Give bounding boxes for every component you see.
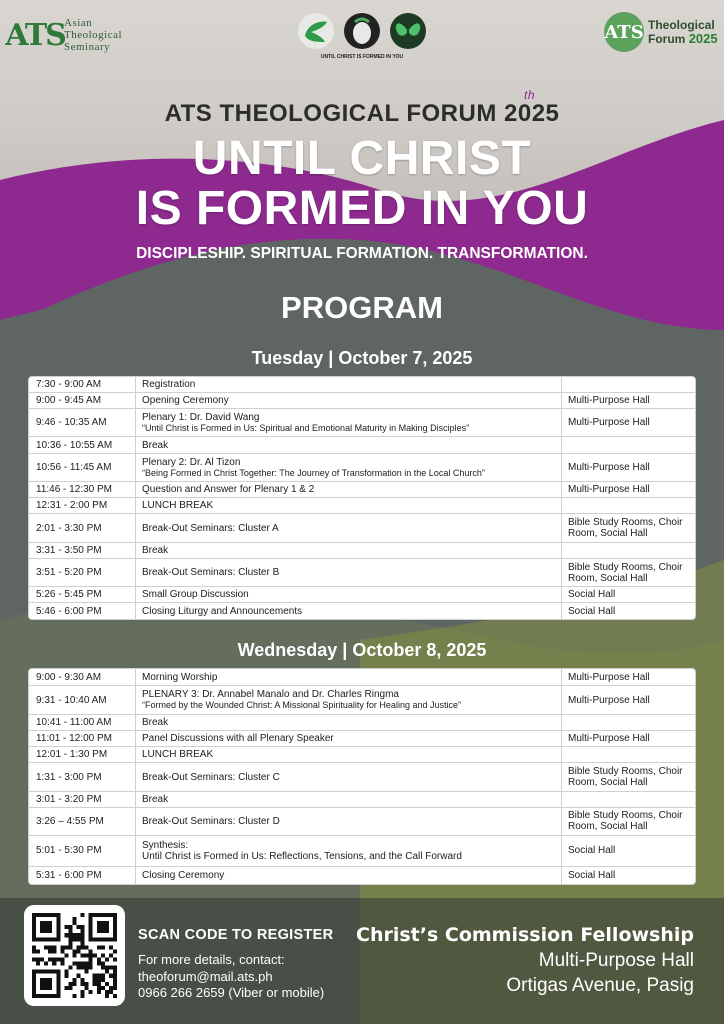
scan-to-register-label: SCAN CODE TO REGISTER (138, 927, 334, 943)
forum-logo-text: Theological Forum 2025 (648, 17, 718, 46)
contact-email: theoforum@mail.ats.ph (138, 968, 273, 984)
ats-seminary-logo (5, 12, 123, 58)
ats-monogram: ATS (5, 17, 65, 53)
schedule-row: 11:46 - 12:30 PM Question and Answer for Plenary 1 & 2 Multi-Purpose Hall (29, 482, 695, 498)
schedule-row: 11:01 - 12:00 PM Panel Discussions with all Plenary Speaker Multi-Purpose Hall (29, 731, 695, 747)
schedule-row: 5:01 - 5:30 PM Synthesis: Until Christ is Formed in Us: Reflections, Tensions, and the Call Forward Social Hall (29, 836, 695, 867)
green-sprout-icon (297, 12, 335, 50)
venue-organization: Christ’s Commission Fellowship (356, 924, 694, 946)
subtitle: DISCIPLESHIP. SPIRITUAL FORMATION. TRANSFORMATION. (136, 245, 588, 262)
schedule-row: 10:41 - 11:00 AM Break (29, 715, 695, 731)
schedule-row: 3:01 - 3:20 PM Break (29, 792, 695, 808)
main-title: UNTIL CHRIST IS FORMED IN YOU (135, 132, 589, 235)
schedule-row: 9:31 - 10:40 AM PLENARY 3: Dr. Annabel Manalo and Dr. Charles Ringma “Formed by the Wounded Christ: A Missional Spirituality for Healing and Justice” Multi-Purpose Hall (29, 686, 695, 715)
schedule-row: 5:46 - 6:00 PM Closing Liturgy and Announcements Social Hall (29, 603, 695, 619)
schedule-row: 3:31 - 3:50 PM Break (29, 543, 695, 559)
schedule-row: 3:51 - 5:20 PM Break-Out Seminars: Cluster B Bible Study Rooms, Choir Room, Social Hall (29, 559, 695, 587)
schedule-row: 10:56 - 11:45 AM Plenary 2: Dr. Al Tizon “Being Formed in Christ Together: The Journey of Transformation in the Local Church” Multi-Purpose Hall (29, 454, 695, 482)
schedule-row: 7:30 - 9:00 AM Registration (29, 377, 695, 393)
schedule-row: 9:00 - 9:30 AM Morning Worship Multi-Purpose Hall (29, 669, 695, 686)
seminary-name: Asian Theological Seminary (64, 17, 123, 53)
theme-tagline: UNTIL CHRIST IS FORMED IN YOU (320, 54, 404, 60)
butterfly-icon (389, 12, 427, 50)
schedule-row: 12:01 - 1:30 PM LUNCH BREAK (29, 747, 695, 763)
cocoon-icon (343, 12, 381, 50)
theme-icons-logo (297, 12, 427, 60)
schedule-row: 12:31 - 2:00 PM LUNCH BREAK (29, 498, 695, 514)
schedule-row: 2:01 - 3:30 PM Break-Out Seminars: Cluster A Bible Study Rooms, Choir Room, Social Hall (29, 514, 695, 543)
schedule-row: 5:26 - 5:45 PM Small Group Discussion Social Hall (29, 587, 695, 603)
schedule-row: 1:31 - 3:00 PM Break-Out Seminars: Cluster C Bible Study Rooms, Choir Room, Social Hall (29, 763, 695, 792)
forum-monogram: ATS (604, 12, 644, 52)
day1-schedule-table (28, 376, 696, 620)
contact-phone: 0966 266 2659 (Viber or mobile) (138, 985, 325, 1000)
registration-qr-code[interactable] (24, 905, 125, 1006)
forum-title: ATS THEOLOGICAL FORUM 2025 th (164, 88, 560, 127)
schedule-row: 5:31 - 6:00 PM Closing Ceremony Social Hall (29, 867, 695, 884)
schedule-row: 3:26 – 4:55 PM Break-Out Seminars: Cluster D Bible Study Rooms, Choir Room, Social Hall (29, 808, 695, 836)
venue-hall: Multi-Purpose Hall (538, 950, 694, 971)
contact-details: For more details, contact: theoforum@mail.ats.ph 0966 266 2659 (Viber or mobile) (138, 952, 325, 1000)
program-heading: PROGRAM (281, 290, 443, 325)
qr-code-icon (32, 913, 117, 998)
schedule-row: 9:46 - 10:35 AM Plenary 1: Dr. David Wang “Until Christ is Formed in Us: Spiritual and Emotional Maturity in Making Disciples” Multi-Purpose Hall (29, 409, 695, 437)
schedule-row: 10:36 - 10:55 AM Break (29, 437, 695, 454)
theological-forum-logo (604, 12, 718, 52)
day2-schedule-table (28, 668, 696, 885)
schedule-row: 9:00 - 9:45 AM Opening Ceremony Multi-Purpose Hall (29, 393, 695, 409)
day1-heading: Tuesday | October 7, 2025 (251, 348, 473, 368)
day2-heading: Wednesday | October 8, 2025 (237, 640, 487, 660)
ordinal-mark: th (524, 88, 536, 102)
event-venue (356, 922, 694, 998)
venue-address: Ortigas Avenue, Pasig (506, 975, 694, 996)
